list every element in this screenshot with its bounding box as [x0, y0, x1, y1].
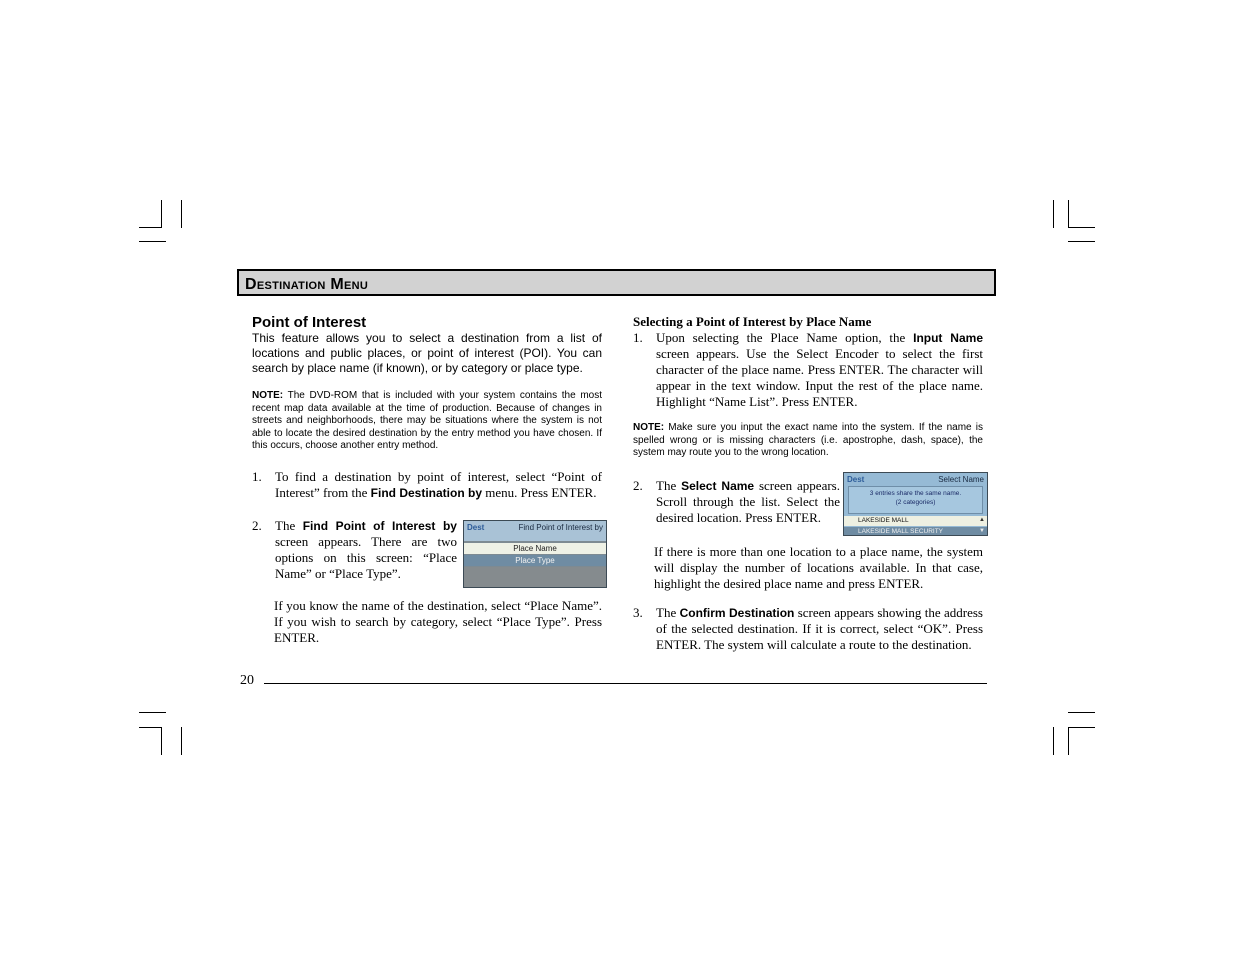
screen-title-bar: [844, 473, 987, 487]
step-number: 3.: [633, 605, 643, 620]
crop-mark: [161, 727, 162, 755]
step-text: Upon selecting the Place Name option, the: [656, 330, 914, 345]
row-label: LAKESIDE MALL: [858, 517, 909, 524]
section-header-bar: [237, 269, 996, 296]
crop-mark: [1068, 227, 1095, 228]
right-step-3: [633, 605, 983, 653]
poi-intro: [252, 331, 602, 376]
screen-title-bar: [464, 521, 606, 541]
crop-mark: [1068, 727, 1069, 755]
option-label: Place Name: [513, 544, 557, 553]
poi-note: [252, 390, 602, 453]
crop-mark: [1068, 241, 1095, 242]
screen-option-place-name: [464, 543, 606, 554]
scroll-up-icon: ▲: [979, 517, 985, 523]
option-label: Place Type: [515, 556, 555, 565]
crop-mark: [181, 200, 182, 228]
place-name-note: [633, 422, 983, 460]
left-step-1: [252, 469, 602, 501]
step-text: screen appears showing the address of the selected destination. If it is correct, select “OK”. Press ENTER. The system will calculate a route to the destination.: [656, 605, 983, 652]
step-number: 1.: [252, 469, 262, 484]
crop-mark: [1053, 727, 1054, 755]
find-poi-screenshot: [463, 520, 607, 588]
screen-empty-area: [464, 567, 606, 587]
crop-mark: [1068, 727, 1095, 728]
step-text: screen appears. There are two options on this screen: “Place Name” or “Place Type”.: [275, 534, 457, 581]
ui-term: Confirm Destination: [679, 606, 795, 620]
page-number: 20: [240, 673, 254, 688]
step-text: screen appears. Use the Select Encoder to select the first character of the place name. Press ENTER. The character will appear in the text window. Input the rest of the place name. Highlight “Name List”. Press ENTER.: [656, 346, 983, 409]
ui-term: Find Destination by: [370, 486, 482, 500]
right-step-2-extra: [654, 544, 983, 592]
note-label: NOTE:: [633, 422, 665, 433]
step-text: The: [275, 518, 303, 533]
ui-term: Select Name: [681, 479, 755, 493]
step-number: 2.: [252, 518, 262, 533]
note-text: The DVD-ROM that is included with your system contains the most recent map data available at the time of production. Because of changes in streets and neighborhoods, there may be situations where the system is not able to locate the desired destination by the entry method you have chosen. If this occurs, choose another entry method.: [252, 390, 602, 451]
screen-row: [844, 527, 987, 536]
row-label: LAKESIDE MALL SECURITY: [858, 528, 944, 535]
ui-term: Find Point of Interest by: [302, 519, 457, 533]
step-number: 1.: [633, 330, 643, 345]
screen-message-area: [848, 486, 983, 514]
crop-mark: [139, 241, 166, 242]
step-text: To find a destination by point of interest, select “Point of Interest” from the: [275, 469, 602, 500]
note-label: NOTE:: [252, 390, 284, 401]
ui-term: Input Name: [913, 331, 983, 345]
right-step-1: [633, 330, 983, 410]
screen-title: Find Point of Interest by: [518, 523, 603, 532]
scroll-down-icon: ▼: [979, 528, 985, 534]
screen-row-selected: [844, 516, 987, 526]
screen-message: (2 categories): [895, 499, 936, 506]
crop-mark: [1068, 200, 1069, 228]
step-text: If there is more than one location to a place name, the system will display the number of locations available. In that case, highlight the desired place name and press ENTER.: [654, 544, 983, 591]
place-name-heading: Selecting a Point of Interest by Place Name: [633, 314, 872, 329]
left-step-2: [252, 518, 457, 582]
screen-dest-label: Dest: [847, 475, 865, 484]
crop-mark: [139, 227, 162, 228]
step-text: menu. Press ENTER.: [482, 485, 597, 500]
screen-option-place-type: [464, 555, 606, 566]
poi-heading: Point of Interest: [252, 314, 367, 331]
crop-mark: [181, 727, 182, 755]
crop-mark: [161, 200, 162, 228]
right-step-2: [633, 478, 840, 526]
footer-rule: [264, 683, 987, 684]
step-text: The: [656, 605, 680, 620]
screen-title: Select Name: [938, 475, 984, 484]
crop-mark: [139, 712, 166, 713]
step-text: If you know the name of the destination, select “Place Name”. If you wish to search by category, select “Place Type”. Press ENTER.: [274, 598, 602, 645]
select-name-screenshot: [843, 472, 988, 536]
poi-intro-text: This feature allows you to select a destination from a list of locations and public places, or point of interest (POI). You can search by place name (if known), or by category or place type.: [252, 331, 602, 375]
crop-mark: [139, 727, 162, 728]
left-step-2-extra: [274, 598, 602, 646]
screen-dest-label: Dest: [467, 523, 485, 532]
step-number: 2.: [633, 478, 643, 493]
screen-message: 3 entries share the same name.: [869, 490, 962, 497]
section-title: Destination Menu: [245, 276, 369, 293]
note-text: Make sure you input the exact name into the system. If the name is spelled wrong or is missing characters (i.e. apostrophe, dash, space), the system may route you to the wrong location.: [633, 422, 983, 458]
crop-mark: [1068, 712, 1095, 713]
crop-mark: [1053, 200, 1054, 228]
step-text: screen appears. Scroll through the list. Select the desired location. Press ENTER.: [656, 478, 840, 525]
step-text: The: [656, 478, 682, 493]
